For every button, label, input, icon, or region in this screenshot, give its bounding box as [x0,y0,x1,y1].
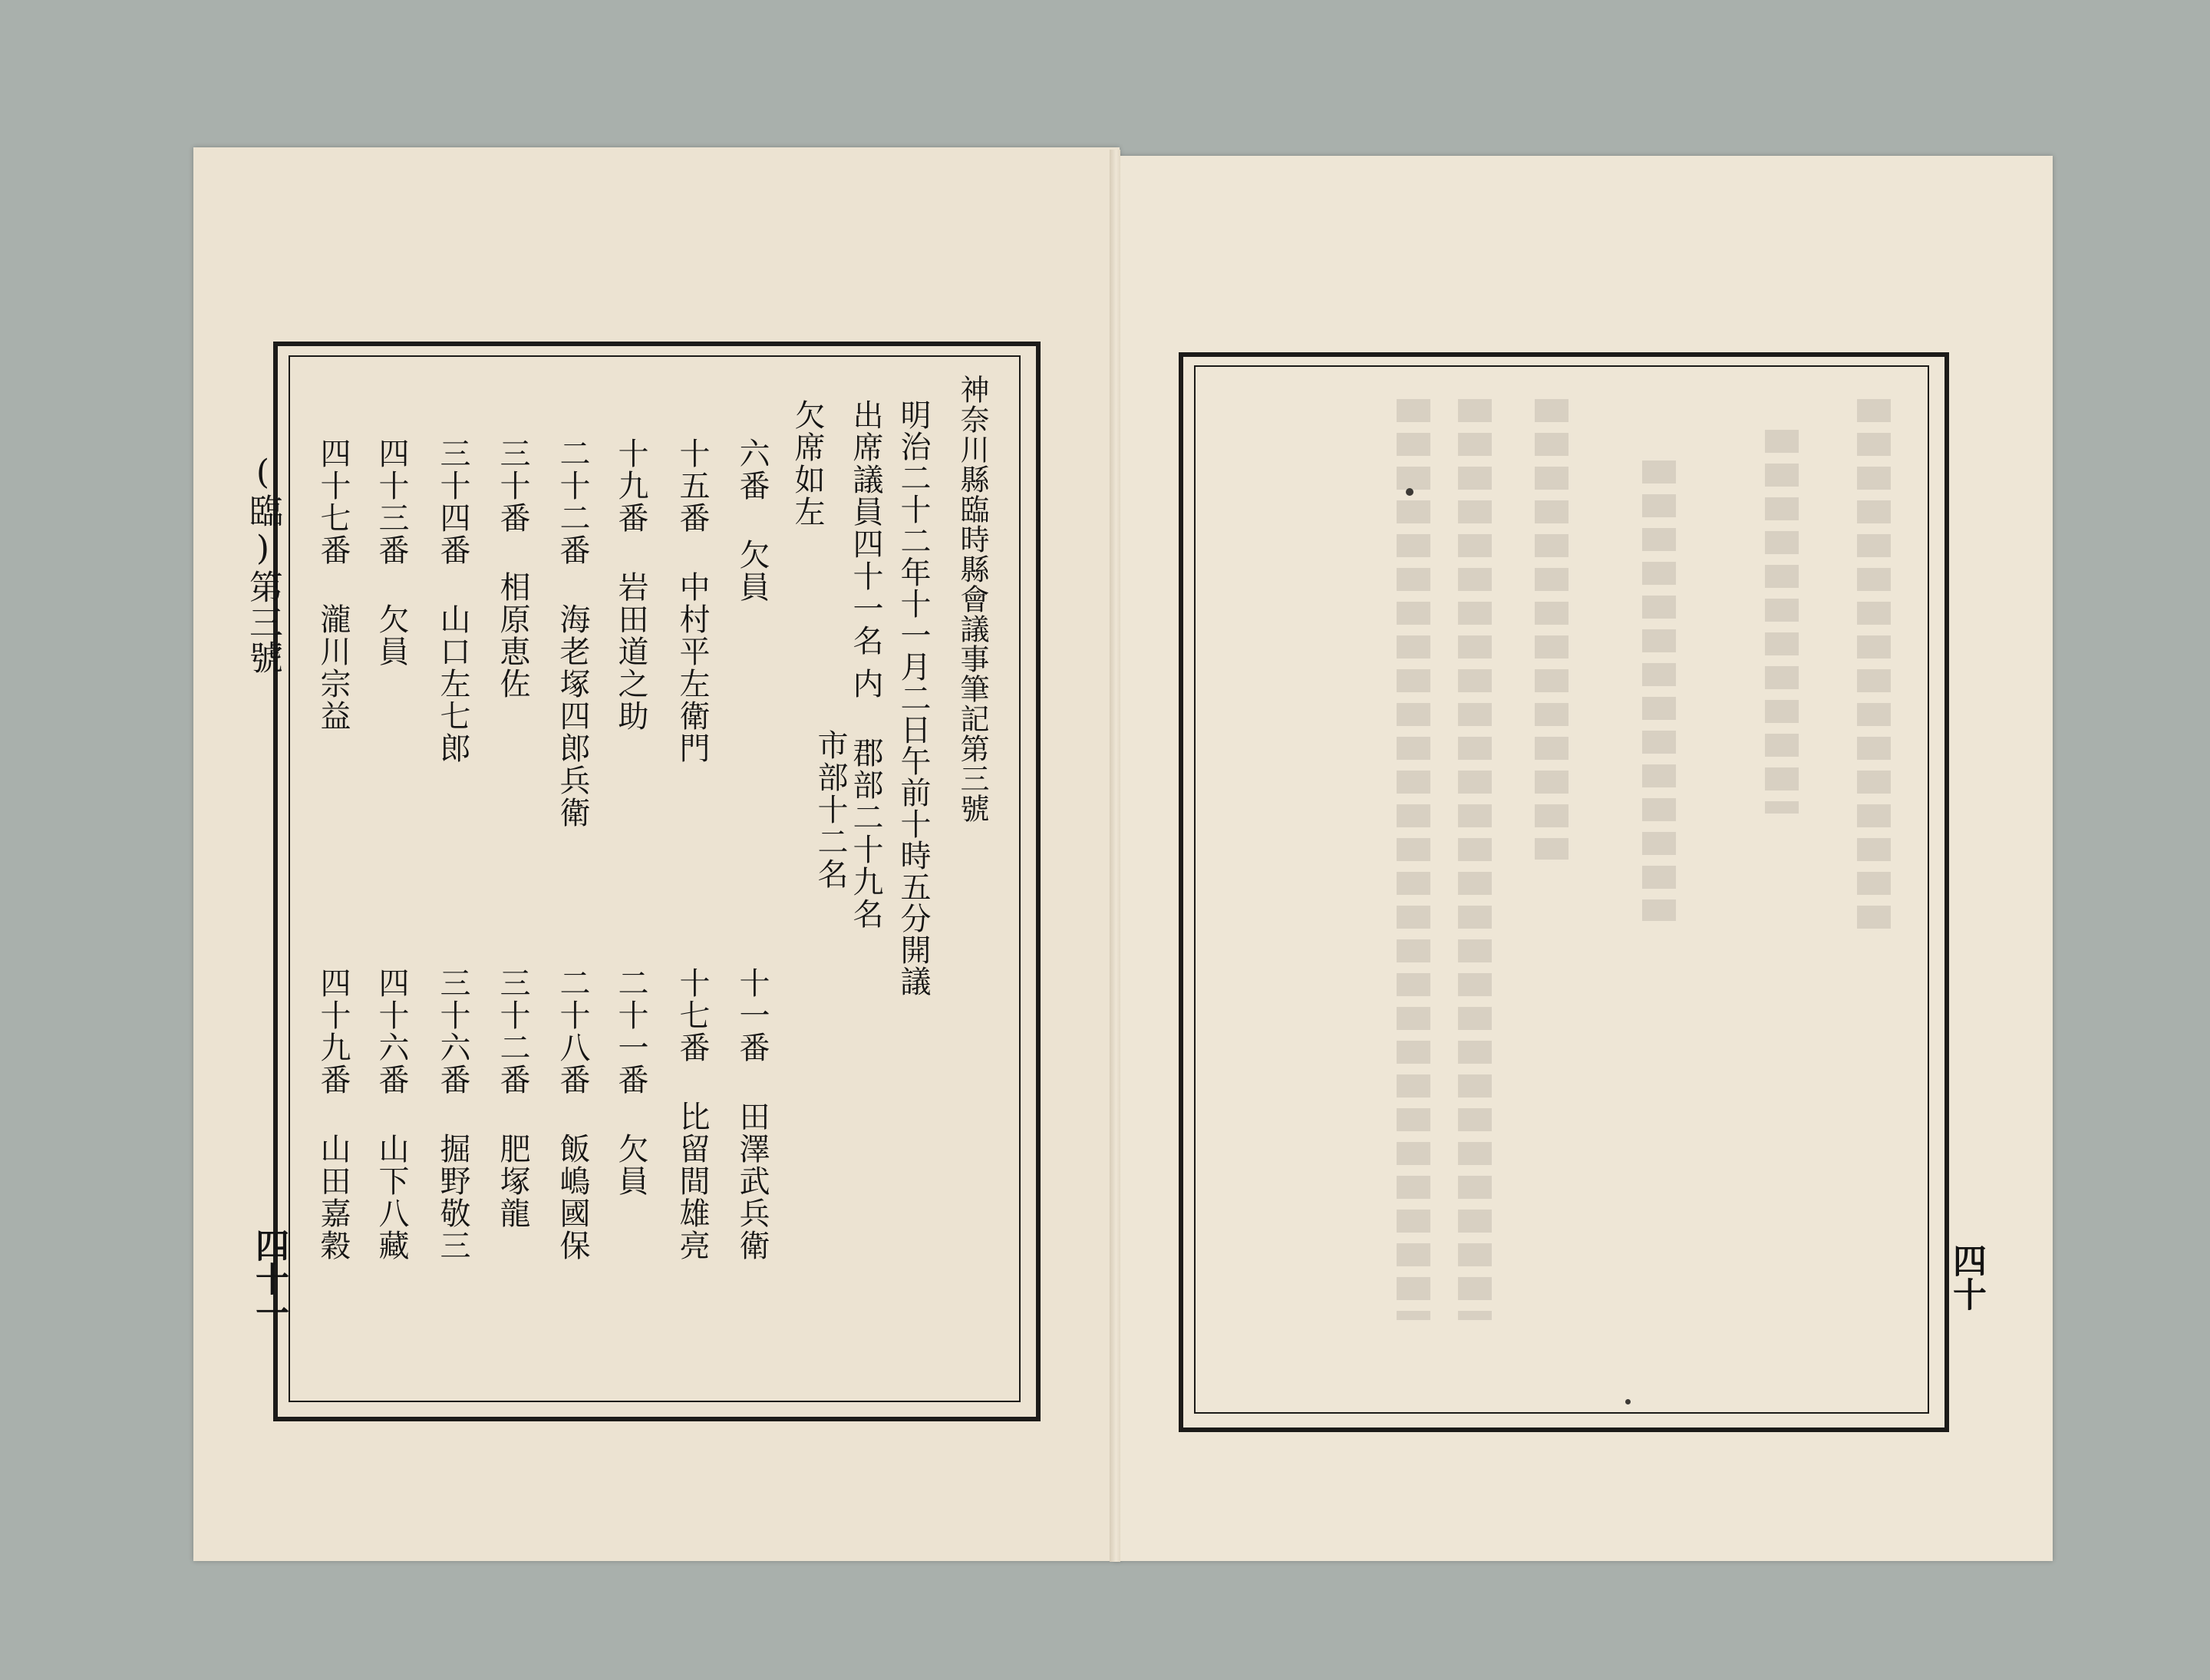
absentee-entry: 十一番 田澤武兵衛 [734,967,770,1262]
series-label: (臨)第三號 [243,453,282,675]
absentee-entry: 三十六番 掘野敬三 [435,967,470,1262]
absentee-entry: 十七番 比留間雄亮 [675,967,710,1262]
document-title: 神奈川縣臨時縣會議事筆記第三號 [955,375,989,823]
attendance-gunbu: 内 郡部二十九名 [848,668,883,930]
absentee-entry: 二十二番 海老塚四郎兵衛 [555,437,590,829]
absentee-entry: 三十四番 山口左七郎 [435,437,470,764]
absentee-entry: 四十九番 山田嘉穀 [315,967,351,1262]
absentee-entry: 四十六番 山下八藏 [374,967,409,1262]
left-page-number: 四十一 [249,1228,289,1329]
absentee-entry: 十九番 岩田道之助 [613,437,648,732]
absentee-entry: 十五番 中村平左衛門 [675,437,710,764]
page-speck [1406,488,1413,496]
absentee-entry: 三十二番 肥塚龍 [495,967,530,1229]
right-page-number: 四十 [1947,1243,1986,1311]
absentee-entry: 六番 欠員 [734,437,770,603]
absentee-entry: 二十八番 飯嶋國保 [555,967,590,1262]
book-gutter [1110,150,1120,1562]
date-line: 明治二十二年十一月二日午前十時五分開議 [896,399,931,997]
absentee-entry: 四十七番 瀧川宗益 [315,437,351,732]
absentees-heading: 欠席如左 [790,399,825,528]
attendance-count: 出席議員四十一名 [848,399,883,657]
absentee-entry: 三十番 相原恵佐 [495,437,530,700]
absentee-entry: 二十一番 欠員 [613,967,648,1197]
absentee-entry: 四十三番 欠員 [374,437,409,668]
attendance-shibu: 市部十二名 [813,729,848,890]
page-speck [1625,1399,1631,1404]
